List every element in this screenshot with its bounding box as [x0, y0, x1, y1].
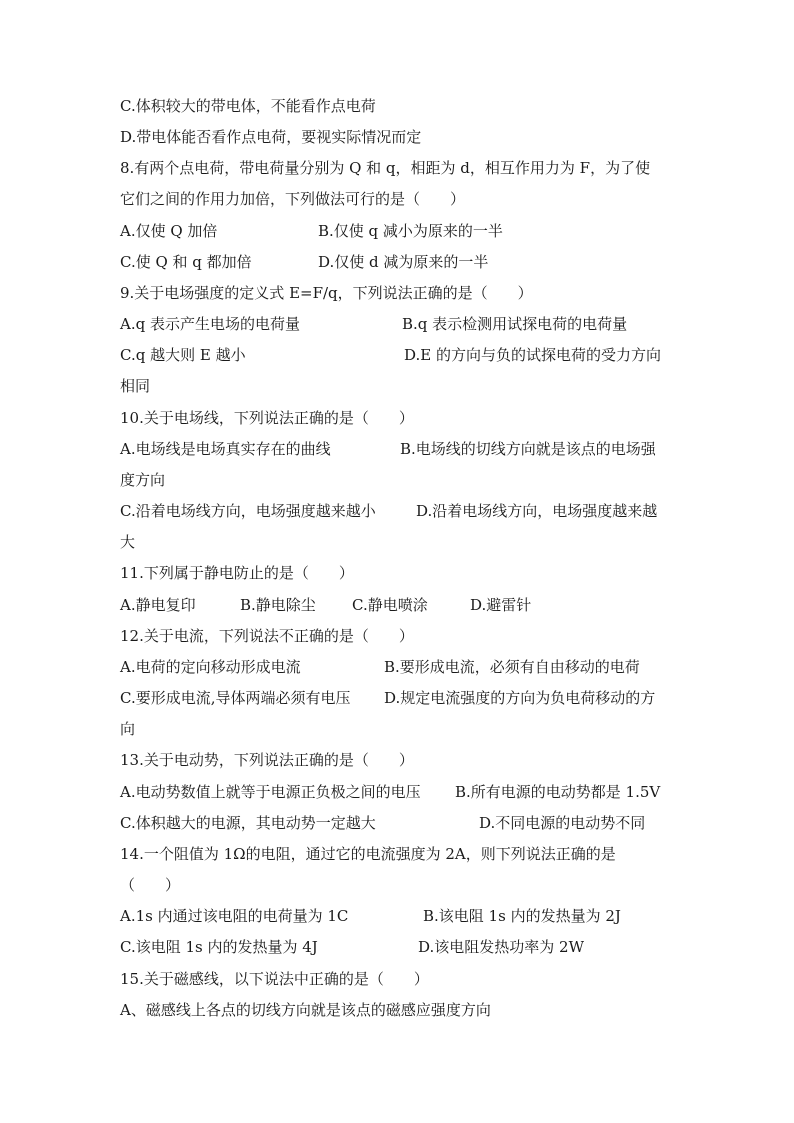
q12-option-d: D.规定电流强度的方向为负电荷移动的方: [384, 689, 656, 707]
q13-option-a: A.电动势数值上就等于电源正负极之间的电压: [120, 783, 421, 801]
q8-stem-line1: 8.有两个点电荷，带电荷量分别为 Q 和 q，相距为 d，相互作用力为 F，为了使: [120, 159, 651, 177]
q10-option-d: D.沿着电场线方向，电场强度越来越: [416, 502, 658, 520]
q10-option-b-cont: 度方向: [120, 471, 166, 489]
q8-option-a: A.仅使 Q 加倍: [120, 222, 218, 240]
q13-stem: 13.关于电动势，下列说法正确的是（ ）: [120, 751, 414, 769]
q10-stem: 10.关于电场线，下列说法正确的是（ ）: [120, 409, 414, 427]
q13-option-b: B.所有电源的电动势都是 1.5V: [455, 783, 661, 801]
q12-option-b: B.要形成电流，必须有自由移动的电荷: [384, 658, 640, 676]
q11-option-d: D.避雷针: [470, 596, 532, 614]
q7-option-d: D.带电体能否看作点电荷，要视实际情况而定: [120, 128, 422, 146]
q11-option-b: B.静电除尘: [240, 596, 316, 614]
q13-option-c: C.体积越大的电源，其电动势一定越大: [120, 814, 376, 832]
q12-stem: 12.关于电流，下列说法不正确的是（ ）: [120, 627, 414, 645]
q11-option-a: A.静电复印: [120, 596, 196, 614]
q15-option-a: A、磁感线上各点的切线方向就是该点的磁感应强度方向: [120, 1001, 491, 1019]
q11-option-c: C.静电喷涂: [352, 596, 428, 614]
q7-option-c: C.体积较大的带电体，不能看作点电荷: [120, 97, 376, 115]
q14-option-d: D.该电阻发热功率为 2W: [418, 938, 584, 956]
q10-option-c: C.沿着电场线方向，电场强度越来越小: [120, 502, 376, 520]
q13-option-d: D.不同电源的电动势不同: [479, 814, 646, 832]
q9-stem: 9.关于电场强度的定义式 E=F/q，下列说法正确的是（ ）: [120, 284, 533, 302]
q11-stem: 11.下列属于静电防止的是（ ）: [120, 564, 354, 582]
q12-option-d-cont: 向: [120, 720, 136, 738]
q14-stem-line1: 14.一个阻值为 1Ω的电阻，通过它的电流强度为 2A，则下列说法正确的是: [120, 845, 616, 863]
q8-option-b: B.仅使 q 减小为原来的一半: [318, 222, 503, 240]
q10-option-b: B.电场线的切线方向就是该点的电场强: [400, 440, 656, 458]
q14-option-c: C.该电阻 1s 内的发热量为 4J: [120, 938, 318, 956]
q10-option-d-cont: 大: [120, 533, 136, 551]
q10-option-a: A.电场线是电场真实存在的曲线: [120, 440, 331, 458]
q14-option-a: A.1s 内通过该电阻的电荷量为 1C: [120, 907, 349, 925]
q8-option-c: C.使 Q 和 q 都加倍: [120, 253, 252, 271]
q12-option-a: A.电荷的定向移动形成电流: [120, 658, 301, 676]
q15-stem: 15.关于磁感线，以下说法中正确的是（ ）: [120, 970, 429, 988]
q8-stem-line2: 它们之间的作用力加倍，下列做法可行的是（ ）: [120, 190, 466, 208]
q14-stem-line2: （ ）: [120, 876, 181, 894]
q12-option-c: C.要形成电流,导体两端必须有电压: [120, 689, 351, 707]
q9-option-b: B.q 表示检测用试探电荷的电荷量: [402, 315, 628, 333]
q9-option-a: A.q 表示产生电场的电荷量: [120, 315, 300, 333]
q8-option-d: D.仅使 d 减为原来的一半: [318, 253, 489, 271]
q9-option-d: D.E 的方向与负的试探电荷的受力方向: [404, 346, 661, 364]
q9-option-c: C.q 越大则 E 越小: [120, 346, 246, 364]
q9-option-d-cont: 相同: [120, 377, 151, 395]
q14-option-b: B.该电阻 1s 内的发热量为 2J: [423, 907, 621, 925]
